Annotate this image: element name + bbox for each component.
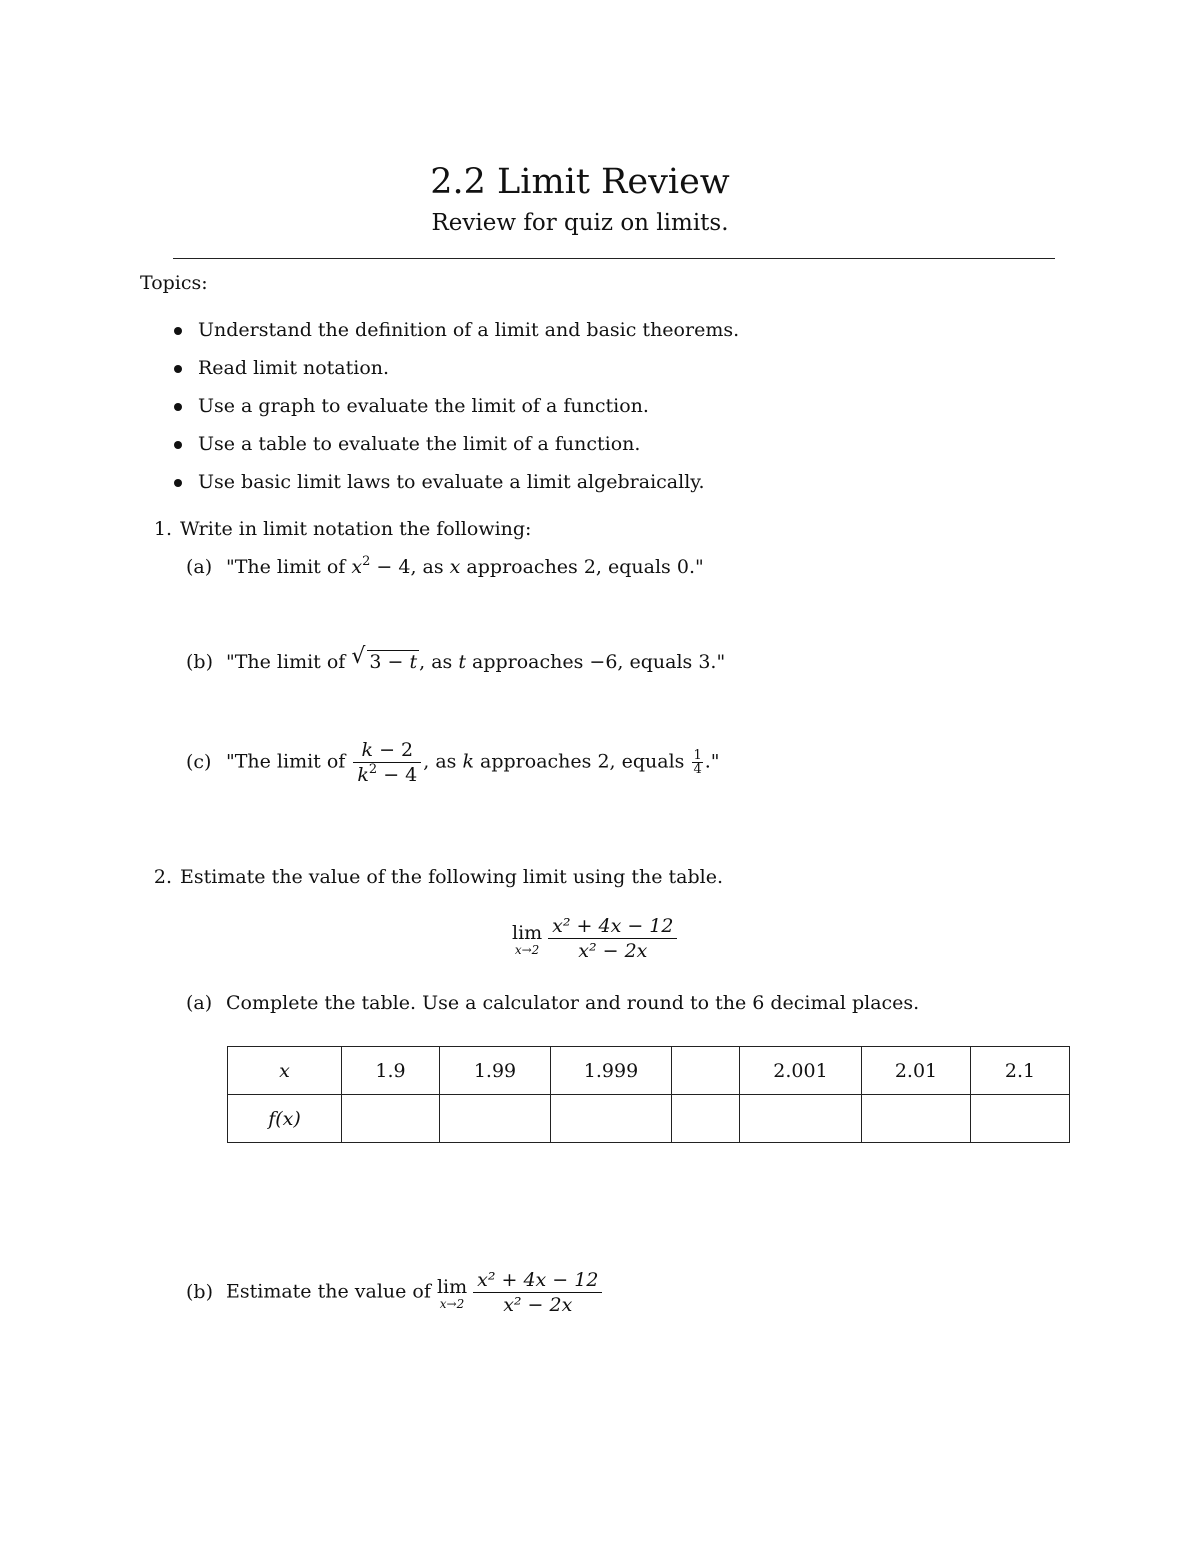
table-cell: x	[228, 1047, 342, 1095]
part-text: "The limit of	[226, 750, 346, 773]
math-text: − 4	[377, 764, 418, 786]
answer-cell[interactable]	[740, 1095, 862, 1143]
question-prompt: Write in limit notation the following:	[180, 518, 532, 540]
math-text: x² − 2x	[578, 940, 648, 962]
fraction	[473, 1268, 602, 1317]
bullet-icon	[174, 403, 182, 411]
math-text: 1	[693, 748, 702, 763]
answer-cell[interactable]	[440, 1095, 551, 1143]
fraction	[548, 914, 677, 963]
math-text: x² + 4x − 12	[548, 914, 677, 939]
question-2a	[186, 992, 919, 1014]
part-text: approaches 2, equals	[473, 750, 691, 773]
math-text: x→2	[514, 942, 540, 957]
question-1c	[186, 738, 720, 787]
question-1a	[186, 556, 704, 578]
part-label: (a)	[186, 992, 213, 1014]
title-divider	[173, 258, 1055, 259]
table-cell: 2.01	[862, 1047, 971, 1095]
limit-display	[512, 914, 679, 963]
question-prompt: Estimate the value of the following limit using the table.	[180, 866, 723, 888]
sqrt-expression	[351, 644, 419, 673]
answer-cell[interactable]	[971, 1095, 1070, 1143]
list-item	[172, 393, 739, 431]
math-text: lim	[512, 921, 543, 944]
list-item	[172, 469, 739, 507]
math-var: x	[351, 556, 363, 578]
math-text: 4	[693, 762, 702, 777]
part-text: , as	[419, 651, 459, 673]
math-var: x	[449, 556, 461, 578]
table-cell: 1.9	[342, 1047, 440, 1095]
answer-cell[interactable]	[551, 1095, 672, 1143]
bullet-icon	[174, 441, 182, 449]
table-cell	[672, 1047, 740, 1095]
math-text: lim	[436, 1275, 468, 1298]
part-text: Estimate the value of	[226, 1280, 431, 1303]
math-var: k	[361, 739, 374, 761]
math-text: − 2	[373, 739, 414, 761]
values-table-container	[227, 1046, 1070, 1143]
topic-text: Understand the definition of a limit and basic theorems.	[198, 319, 740, 341]
bullet-icon	[174, 327, 182, 335]
limit-operator	[437, 1276, 467, 1310]
part-text: "The limit of	[226, 556, 352, 578]
question-number: 1.	[153, 518, 172, 540]
table-row	[228, 1047, 1070, 1095]
math-text: x² − 2x	[503, 1294, 573, 1316]
topics-label: Topics:	[140, 272, 208, 294]
table-row	[228, 1095, 1070, 1143]
answer-cell[interactable]	[862, 1095, 971, 1143]
part-text: ."	[704, 750, 720, 773]
part-text: "The limit of	[226, 651, 352, 673]
list-item	[172, 317, 739, 355]
fraction	[353, 738, 421, 787]
part-text: − 4, as	[370, 556, 450, 578]
topic-text: Use a table to evaluate the limit of a function.	[198, 433, 641, 455]
math-exponent: 2	[368, 762, 378, 777]
list-item	[172, 355, 739, 393]
math-var: k	[462, 750, 474, 773]
table-cell: 2.001	[740, 1047, 862, 1095]
values-table	[227, 1046, 1070, 1143]
answer-cell[interactable]	[342, 1095, 440, 1143]
math-var: t	[458, 651, 466, 673]
page-title: 2.2 Limit Review	[430, 162, 730, 202]
question-2b	[186, 1268, 604, 1317]
math-text: 3 −	[369, 651, 410, 673]
table-cell: f(x)	[228, 1095, 342, 1143]
part-text: , as	[423, 750, 463, 773]
math-var: k	[357, 764, 369, 786]
limit-operator	[512, 922, 542, 956]
part-label: (c)	[186, 750, 212, 773]
list-item	[172, 431, 739, 469]
answer-cell[interactable]	[672, 1095, 740, 1143]
fraction-small	[692, 749, 702, 776]
part-text: approaches 2, equals 0."	[460, 556, 704, 578]
topic-text: Read limit notation.	[198, 357, 390, 379]
math-text: x→2	[439, 1296, 465, 1311]
bullet-icon	[174, 479, 182, 487]
math-var: t	[409, 651, 418, 673]
part-label: (b)	[186, 1280, 213, 1303]
table-cell: 2.1	[971, 1047, 1070, 1095]
topics-list	[172, 317, 739, 507]
part-label: (b)	[186, 651, 213, 673]
topic-text: Use basic limit laws to evaluate a limit algebraically.	[198, 471, 705, 493]
question-number: 2.	[153, 866, 172, 888]
part-text: Complete the table. Use a calculator and round to the 6 decimal places.	[226, 992, 920, 1014]
bullet-icon	[174, 365, 182, 373]
radical-sign: √	[351, 644, 366, 669]
table-cell: 1.999	[551, 1047, 672, 1095]
part-label: (a)	[186, 556, 213, 578]
question-2	[140, 866, 723, 888]
question-1	[140, 518, 531, 540]
table-cell: 1.99	[440, 1047, 551, 1095]
topic-text: Use a graph to evaluate the limit of a function.	[198, 395, 649, 417]
math-exponent: 2	[362, 554, 371, 569]
math-text: x² + 4x − 12	[473, 1268, 602, 1293]
page-subtitle: Review for quiz on limits.	[431, 210, 729, 236]
part-text: approaches −6, equals 3."	[465, 651, 726, 673]
question-1b	[186, 644, 726, 673]
